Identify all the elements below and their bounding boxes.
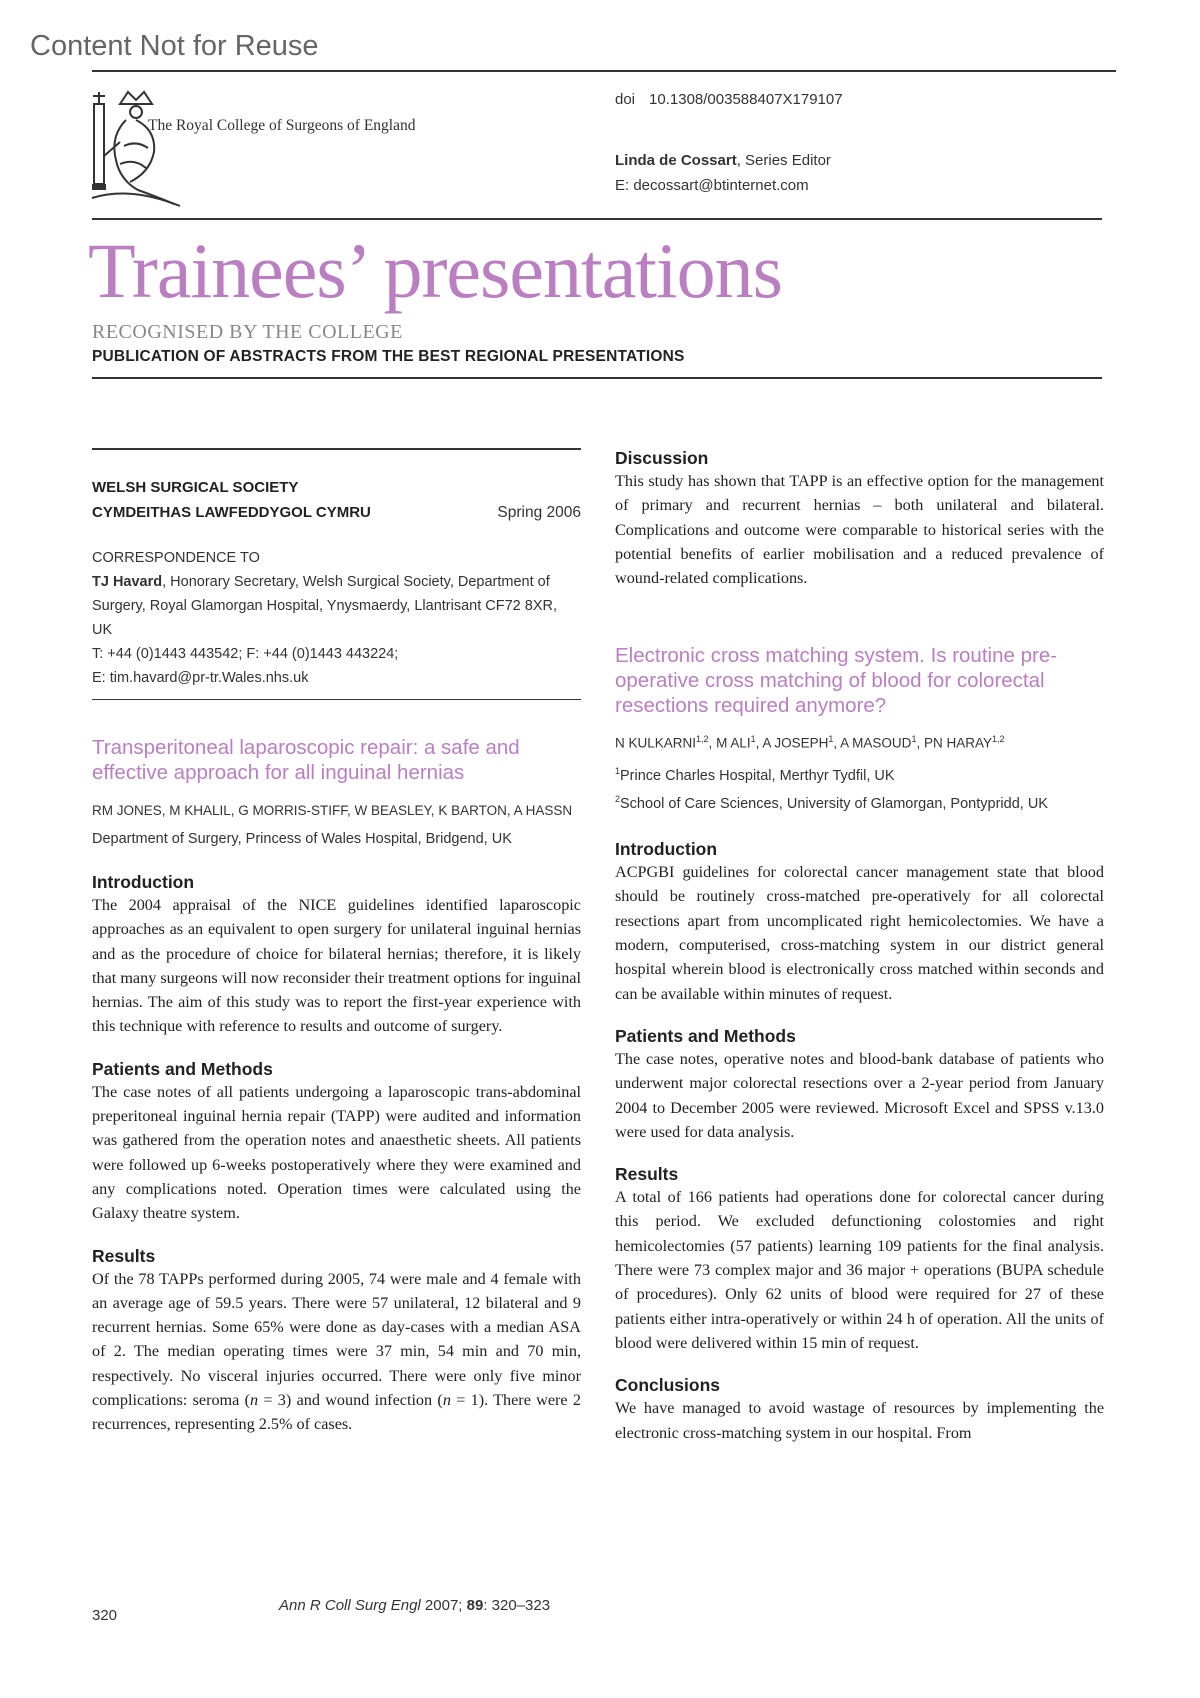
publication-line: PUBLICATION OF ABSTRACTS FROM THE BEST REGIONAL PRESENTATIONS (92, 348, 685, 365)
article-1-methods-heading: Patients and Methods (92, 1058, 273, 1079)
article-1-intro-heading: Introduction (92, 872, 195, 892)
article-2-affiliation-2: $^2$School of Care Sciences, University of Glamorgan, Pontypridd, UK (615, 794, 1048, 813)
article-1-affiliation: Department of Surgery, Princess of Wales Hospital, Bridgend, UK (92, 831, 512, 847)
article-2-affiliation-1: $^1$Prince Charles Hospital, Merthyr Tydfil, UK (615, 765, 895, 784)
doi-label: doi (615, 91, 636, 108)
article-1-results: Of the 78 TAPPs performed during 2005, 74 were male and 4 female with an average age of 59.5 years. There were 57 unilateral, 12 bilateral and 9 recurrent hernias. Some 65% were done as day-cases with a median ASA of 2. The median operating times were 37 min, 54 min and 70 min, respectively. No visceral injuries occurred. There were only five minor complications: seroma (n = 3) and wound infection (n = 1). There were 2 recurrences, representing 2.5% of cases. (92, 1269, 581, 1434)
article-1-discussion-text: This study has shown that TAPP is an effective option for the management of primary and recurrent hernias – both unilateral and bilateral. Complications and outcome were comparable to historical series with the potential benefits of earlier mobilisation and a reduced prevalence of wound-related complications. (615, 472, 1104, 588)
article-2-authors: N KULKARNI$^{1,2}$, M ALI$^1$, A JOSEPH$^1$, A MASOUD$^1$, PN HARAY$^{1,2}$ (615, 734, 1005, 751)
article-2-methods: The case notes, operative notes and blood-bank database of patients who underwent major colorectal resections over a 2-year period from January 2004 to December 2005 were reviewed. Microsoft Excel and SPSS v.13.0 were used for data analysis. (615, 1049, 1104, 1141)
author-affiliation-mark: 1,2 (696, 734, 709, 744)
recognised-line: RECOGNISED BY THE COLLEGE (92, 321, 403, 343)
article-2-intro: ACPGBI guidelines for colorectal cancer management state that blood should be routinely cross-matched pre-operatively for all colorectal resections apart from uncomplicated right hemicolectomies. We have a modern, computerised, cross-matching system in our district general hospital wherein blood is electronically cross matched within seconds and can be available within minutes of request. (615, 863, 1104, 1003)
article-2-results: A total of 166 patients had operations done for colorectal cancer during this period. We excluded defunctioning colostomies and right hemicolectomies (57 patients) learning 109 patients for the final analysis. There were 73 complex major and 36 major + operations (BUPA schedule of procedures). Only 62 units of blood were required for 27 of these patients either intra-operatively or within 24 h of operation. All the units of blood were delivered within 15 min of request. (615, 1188, 1104, 1352)
doi (615, 91, 843, 108)
contact-phone: T: +44 (0)1443 443542; F: +44 (0)1443 443224; (92, 646, 399, 662)
author-name: A JOSEPH (762, 735, 829, 751)
top-rule (92, 70, 1116, 72)
page-number: 320 (92, 1607, 118, 1624)
society-rule (92, 448, 581, 450)
correspondence-rule (92, 699, 581, 700)
watermark: Content Not for Reuse (30, 30, 319, 62)
society-block (92, 475, 581, 690)
article-2-intro-heading: Introduction (615, 839, 718, 860)
contact-name: TJ Havard (92, 574, 163, 590)
article-1-title: Transperitoneal laparoscopic repair: a safe and effective approach for all inguinal hernias (92, 736, 520, 784)
author-affiliation-mark: 1 (911, 734, 917, 744)
doi-value: 10.1308/003588407X179107 (649, 91, 843, 108)
royal-college-crest-icon (90, 86, 185, 208)
author-affiliation-mark: 1,2 (991, 734, 1005, 744)
college-name: The Royal College of Surgeons of England (148, 117, 416, 134)
header-rule (92, 218, 1102, 220)
editor-role: , Series Editor (736, 152, 831, 169)
editor-name: Linda de Cossart (615, 152, 737, 169)
society-name-en: WELSH SURGICAL SOCIETY (92, 479, 299, 496)
author-name: PN HARAY (923, 735, 992, 751)
author-name: A MASOUD (840, 735, 912, 751)
editor-email: E: decossart@btinternet.com (615, 177, 809, 194)
article-2-conclusions: We have managed to avoid wastage of resources by implementing the electronic cross-matching system in our hospital. From (615, 1399, 1104, 1442)
article-2-conclusions-heading: Conclusions (615, 1375, 721, 1396)
article-1 (92, 735, 581, 1437)
page-title: Trainees’ presentations (88, 227, 783, 314)
series-editor (615, 152, 831, 169)
meeting-season: Spring 2006 (497, 504, 581, 521)
article-2 (615, 643, 1104, 1445)
correspondence-label: CORRESPONDENCE TO (92, 550, 260, 566)
article-1-discussion-heading: Discussion (615, 448, 709, 468)
contact-details: , Honorary Secretary, Welsh Surgical Society, Department of Surgery, Royal Glamorgan Hospital, Ynysmaerdy, Llantrisant CF72 8XR, UK (92, 574, 558, 638)
article-2-title: Electronic cross matching system. Is routine pre-operative cross matching of blood for colorectal resections required anymore? (615, 644, 1058, 717)
author-affiliation-mark: 1 (750, 734, 756, 744)
article-1-intro: The 2004 appraisal of the NICE guidelines identified laparoscopic approaches as an equivalent to open surgery for unilateral inguinal hernias and as the procedure of choice for bilateral hernias; therefore, it is likely that many surgeons will now reconsider their treatment options for inguinal hernias. The aim of this study was to report the first-year experience with this technique with reference to results and outcome of surgery. (92, 896, 581, 1036)
article-1-discussion (615, 448, 1104, 590)
article-2-methods-heading: Patients and Methods (615, 1025, 796, 1046)
article-1-methods: The case notes of all patients undergoing a laparoscopic trans-abdominal preperitoneal inguinal hernia repair (TAPP) were audited and information was gathered from the operation notes and anaesthetic sheets. All patients were followed up 6-weeks postoperatively where they were examined and any complications noted. Operation times were calculated using the Galaxy theatre system. (92, 1082, 581, 1223)
article-1-results-heading: Results (92, 1245, 156, 1266)
journal-citation: Ann R Coll Surg Engl 2007; 89: 320–323 (279, 1597, 551, 1614)
society-name-cy: CYMDEITHAS LAWFEDDYGOL CYMRU (92, 504, 371, 521)
title-rule (92, 377, 1102, 379)
correspondence-address (92, 570, 581, 642)
article-2-results-heading: Results (615, 1164, 679, 1185)
article-1-authors: RM JONES, M KHALIL, G MORRIS-STIFF, W BEASLEY, K BARTON, A HASSN (92, 803, 573, 818)
contact-email: E: tim.havard@pr-tr.Wales.nhs.uk (92, 670, 309, 686)
author-affiliation-mark: 1 (828, 734, 834, 744)
author-name: N KULKARNI (615, 735, 697, 751)
author-name: M ALI (716, 735, 751, 751)
